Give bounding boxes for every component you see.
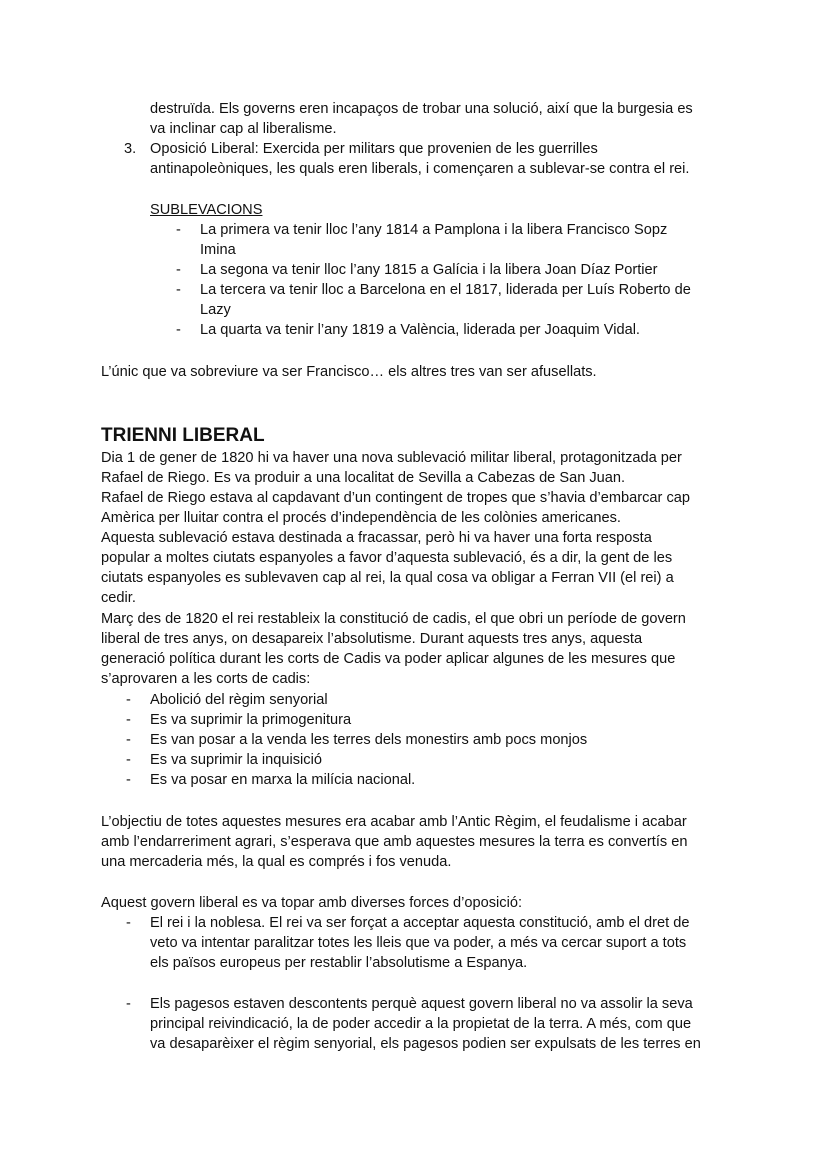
intro-line-2: va inclinar cap al liberalisme. (150, 121, 337, 137)
objectiu-line: amb l’endarreriment agrari, s’esperava que amb aquestes mesures la terra es convertís en (101, 834, 688, 850)
paragraph-line: Aquesta sublevació estava destinada a fracassar, però hi va haver una forta resposta (101, 530, 652, 546)
intro-line-1: destruïda. Els governs eren incapaços de trobar una solució, així que la burgesia es (150, 101, 693, 117)
paragraph-line: popular a moltes ciutats espanyoles a favor d’aquesta sublevació, és a dir, la gent de les (101, 550, 673, 566)
paragraph-line: Dia 1 de gener de 1820 hi va haver una nova sublevació militar liberal, protagonitzada per (101, 450, 682, 466)
bullet-dash: - (126, 752, 131, 768)
bullet-dash: - (126, 996, 131, 1012)
mesura-item: Es va posar en marxa la milícia nacional. (150, 772, 416, 788)
oposicio-2-line: va desaparèixer el règim senyorial, els pagesos podien ser expulsats de les terres en (150, 1036, 701, 1052)
paragraph-line: Març des de 1820 el rei restableix la constitució de cadis, el que obri un període de govern (101, 611, 686, 627)
list-number-3: 3. (124, 141, 137, 157)
mesura-item: Abolició del règim senyorial (150, 692, 328, 708)
sublevacio-4-line-1: La quarta va tenir l’any 1819 a València, liderada per Joaquim Vidal. (200, 322, 640, 338)
bullet-dash: - (176, 282, 181, 298)
paragraph-line: Rafael de Riego. Es va produir a una localitat de Sevilla a Cabezas de San Juan. (101, 470, 626, 486)
bullet-dash: - (126, 712, 131, 728)
bullet-dash: - (126, 732, 131, 748)
oposicio-1-line: El rei i la noblesa. El rei va ser forçat a acceptar aquesta constitució, amb el dret de (150, 915, 690, 931)
bullet-dash: - (126, 692, 131, 708)
paragraph-line: cedir. (101, 590, 136, 606)
bullet-dash: - (126, 772, 131, 788)
paragraph-line: s’aprovaren a les corts de cadis: (101, 671, 311, 687)
bullet-dash: - (176, 262, 181, 278)
bullet-dash: - (176, 322, 181, 338)
item3-line-2: antinapoleòniques, les quals eren liberals, i començaren a sublevar-se contra el rei. (150, 161, 690, 177)
paragraph-line: Rafael de Riego estava al capdavant d’un contingent de tropes que s’havia d’embarcar cap (101, 490, 690, 506)
sublevacio-1-line-2: Imina (200, 242, 236, 258)
sublevacio-1-line-1: La primera va tenir lloc l’any 1814 a Pamplona i la libera Francisco Sopz (200, 222, 668, 238)
oposicio-1-line: veto va intentar paralitzar totes les lleis que va poder, a més va cercar suport a tots (150, 935, 687, 951)
sublevacio-2-line-1: La segona va tenir lloc l’any 1815 a Galícia i la libera Joan Díaz Portier (200, 262, 658, 278)
bullet-dash: - (176, 222, 181, 238)
paragraph-line: Amèrica per lluitar contra el procés d’independència de les colònies americanes. (101, 510, 621, 526)
bullet-dash: - (126, 915, 131, 931)
oposicio-intro: Aquest govern liberal es va topar amb diverses forces d’oposició: (101, 895, 523, 911)
sublevacions-title: SUBLEVACIONS (150, 202, 263, 218)
paragraph-line: ciutats espanyoles es sublevaven cap al rei, la qual cosa va obligar a Ferran VII (el rei) a (101, 570, 674, 586)
oposicio-1-line: els països europeus per restablir l’absolutisme a Espanya. (150, 955, 528, 971)
sublevacio-3-line-1: La tercera va tenir lloc a Barcelona en el 1817, liderada per Luís Roberto de (200, 282, 691, 298)
section-heading-trienni: TRIENNI LIBERAL (101, 425, 265, 446)
objectiu-line: una mercaderia més, la qual es comprés i fos venuda. (101, 854, 452, 870)
sublevacio-3-line-2: Lazy (200, 302, 231, 318)
item3-line-1: Oposició Liberal: Exercida per militars que provenien de les guerrilles (150, 141, 598, 157)
paragraph-line: generació política durant les corts de Cadis va poder aplicar algunes de les mesures que (101, 651, 676, 667)
paragraph-line: liberal de tres anys, on desapareix l’absolutisme. Durant aquests tres anys, aquesta (101, 631, 643, 647)
unic-paragraph: L’únic que va sobreviure va ser Francisco… els altres tres van ser afusellats. (101, 364, 597, 380)
oposicio-2-line: Els pagesos estaven descontents perquè aquest govern liberal no va assolir la seva (150, 996, 693, 1012)
objectiu-line: L’objectiu de totes aquestes mesures era acabar amb l’Antic Règim, el feudalisme i acabar (101, 814, 687, 830)
oposicio-2-line: principal reivindicació, la de poder accedir a la propietat de la terra. A més, com que (150, 1016, 692, 1032)
mesura-item: Es va suprimir la inquisició (150, 752, 322, 768)
mesura-item: Es va suprimir la primogenitura (150, 712, 352, 728)
mesura-item: Es van posar a la venda les terres dels monestirs amb pocs monjos (150, 732, 588, 748)
